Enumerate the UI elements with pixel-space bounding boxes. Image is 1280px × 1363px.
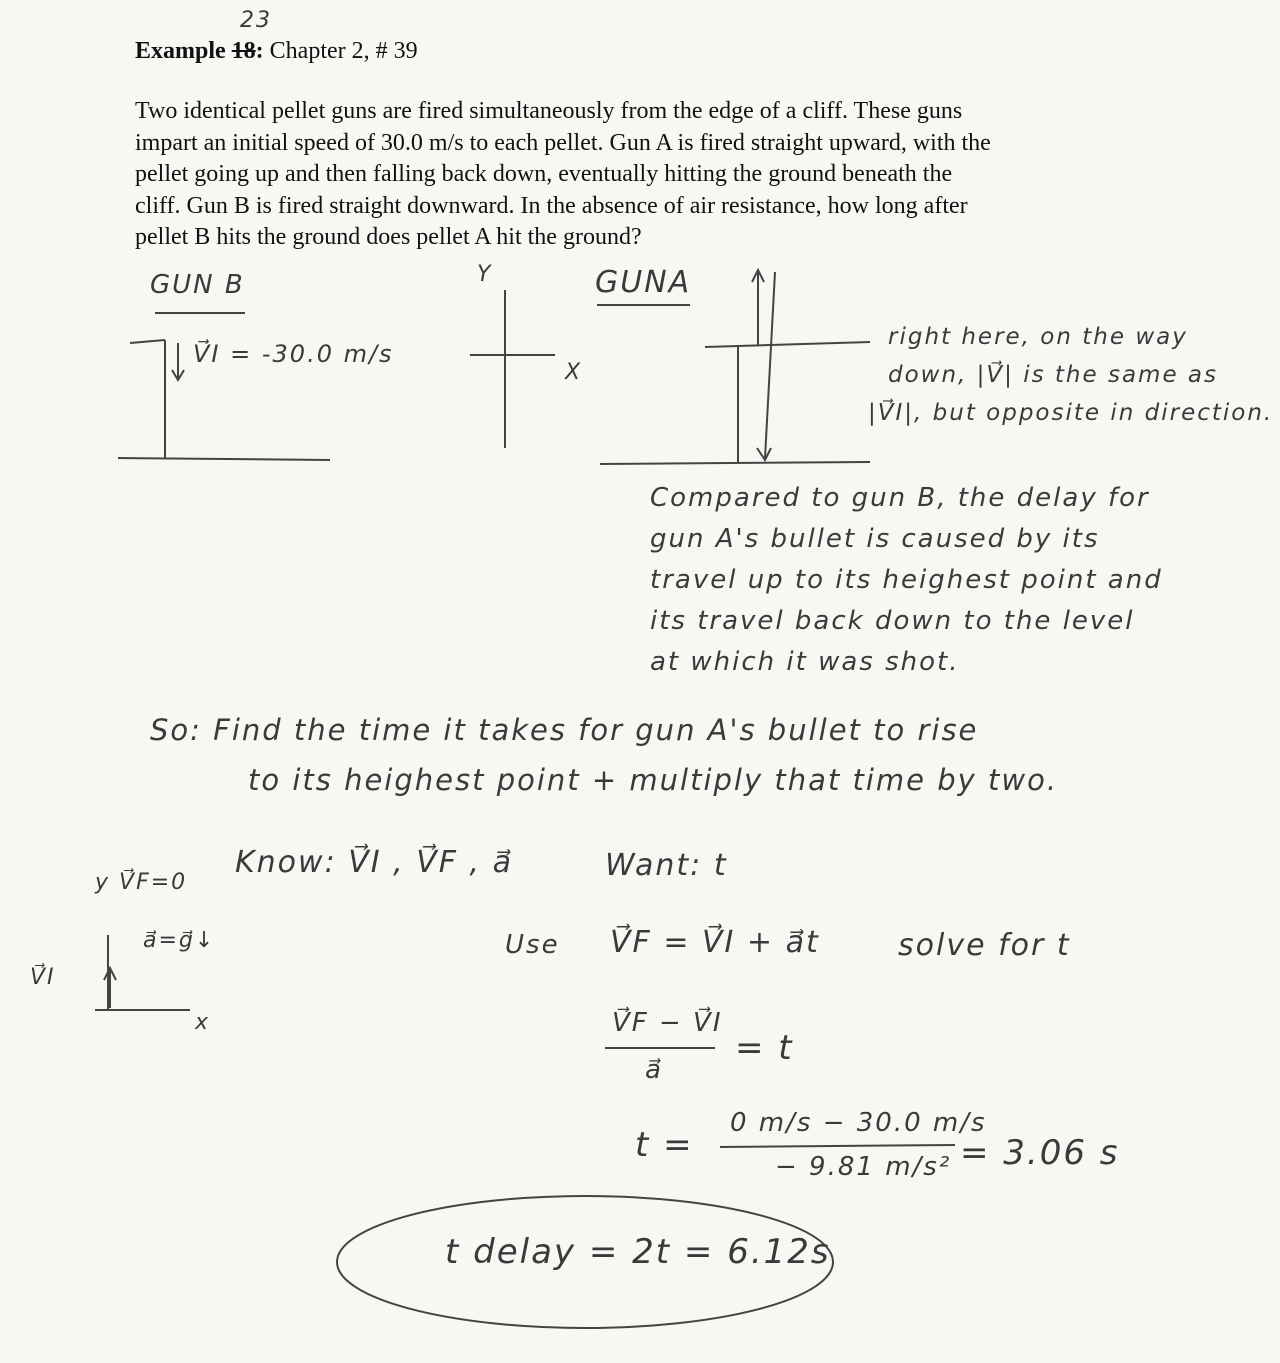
t-equals: t =	[635, 1125, 694, 1165]
result-value: = 3.06 s	[960, 1133, 1120, 1173]
side-x: x	[195, 1010, 211, 1035]
note-line: right here, on the way	[888, 324, 1188, 350]
gun-a-ground	[600, 462, 870, 464]
result-frac-bar	[720, 1145, 955, 1147]
kinematic-equation: V⃗F = V⃗I + a⃗t	[610, 925, 820, 960]
fraction-denominator: a⃗	[645, 1055, 663, 1085]
problem-line: Two identical pellet guns are fired simultaneously from the edge of a cliff. These guns	[135, 98, 963, 124]
so-statement	[150, 705, 1058, 805]
direction-note	[868, 318, 1274, 432]
use-label: Use	[505, 930, 560, 960]
problem-line: pellet going up and then falling back down, eventually hitting the ground beneath the	[135, 161, 953, 187]
gun-a-down-arrow-head	[757, 448, 771, 460]
explanation-line: travel up to its heighest point and	[650, 565, 1163, 595]
explanation-line: Compared to gun B, the delay for	[650, 483, 1150, 513]
side-a: a⃗=g⃗↓	[143, 928, 216, 953]
gun-a-label: GUNA	[595, 265, 692, 300]
gun-b-label: GUN B	[150, 270, 245, 300]
explanation-line: at which it was shot.	[650, 647, 960, 677]
gun-a-down-arrow	[765, 272, 775, 458]
axis-x-label: X	[565, 360, 583, 385]
problem-line: pellet B hits the ground does pellet A hit the ground?	[135, 224, 642, 250]
note-line: down, |V⃗| is the same as	[888, 362, 1218, 388]
numeric-numerator: 0 m/s − 30.0 m/s	[730, 1108, 987, 1138]
so-line: So: Find the time it takes for gun A's bullet to rise	[150, 713, 979, 747]
final-answer: t delay = 2t = 6.12s	[445, 1232, 831, 1272]
colon: :	[255, 38, 264, 64]
knowns: Know: V⃗I , V⃗F , a⃗	[235, 845, 513, 880]
handwritten-example-number: 23	[240, 8, 272, 33]
chapter-ref: Chapter 2, # 39	[269, 38, 418, 64]
unknown: Want: t	[605, 848, 728, 883]
fraction-numerator: V⃗F − V⃗I	[612, 1008, 723, 1038]
example-label: Example	[135, 38, 226, 64]
explanation-line: gun A's bullet is caused by its	[650, 524, 1100, 554]
problem-line: impart an initial speed of 30.0 m/s to each pellet. Gun A is fired straight upward, with the	[135, 129, 991, 156]
explanation	[650, 478, 1163, 683]
note-line: |V⃗I|, but opposite in direction.	[868, 400, 1274, 426]
gun-a-cliff-top	[705, 342, 870, 347]
so-line: to its heighest point + multiply that time by two.	[248, 763, 1059, 797]
axis-y-label: Y	[477, 262, 493, 287]
side-vi: V⃗I	[30, 965, 56, 990]
side-vf: y V⃗F=0	[95, 870, 188, 895]
gun-b-velocity: V⃗I = -30.0 m/s	[193, 340, 394, 368]
gun-b-ground	[118, 458, 330, 460]
gun-b-cliff-top	[130, 340, 165, 343]
solve-for-label: solve for t	[898, 928, 1071, 963]
fraction-equals-t: = t	[735, 1028, 794, 1068]
numeric-denominator: − 9.81 m/s²	[775, 1152, 952, 1182]
explanation-line: its travel back down to the level	[650, 606, 1135, 636]
crossed-number: 18	[231, 38, 256, 64]
problem-line: cliff. Gun B is fired straight downward. In the absence of air resistance, how long after	[135, 192, 968, 219]
